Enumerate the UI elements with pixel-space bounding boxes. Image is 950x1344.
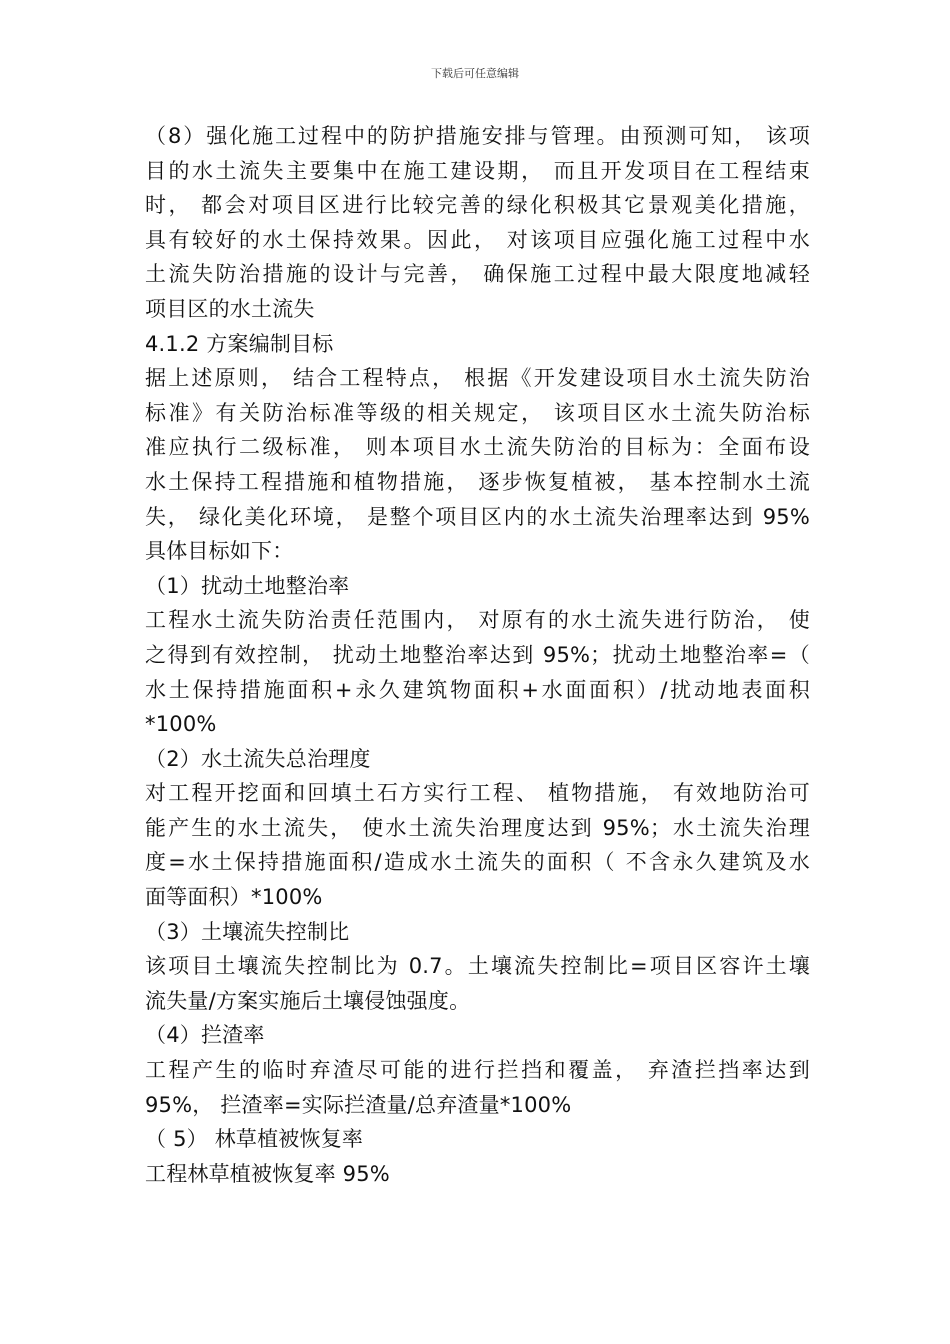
paragraph-line: 时， 都会对项目区进行比较完善的绿化积极其它景观美化措施， [145, 193, 810, 218]
paragraph-line: 度=水土保持措施面积/造成水土流失的面积（ 不含永久建筑及水 [145, 850, 810, 875]
paragraph-line: 标准》有关防治标准等级的相关规定， 该项目区水土流失防治标 [145, 400, 810, 425]
section-heading: 4.1.2 方案编制目标 [145, 331, 334, 356]
paragraph-line: 面等面积）*100% [145, 885, 323, 910]
paragraph-line: 具体目标如下： [145, 539, 294, 564]
paragraph-line: 之得到有效控制， 扰动土地整治率达到 95%；扰动土地整治率=（ [145, 642, 810, 667]
item-heading: （2）水土流失总治理度 [145, 746, 371, 771]
paragraph-line: *100% [145, 712, 217, 737]
paragraph-line: 95%， 拦渣率=实际拦渣量/总弃渣量*100% [145, 1092, 572, 1117]
paragraph-line: 能产生的水土流失， 使水土流失治理度达到 95%；水土流失治理 [145, 815, 810, 840]
item-heading: （3）土壤流失控制比 [145, 919, 350, 944]
item-heading: （ 5） 林草植被恢复率 [145, 1127, 364, 1152]
paragraph-line: 准应执行二级标准， 则本项目水土流失防治的目标为：全面布设 [145, 435, 810, 460]
paragraph-line: 工程产生的临时弃渣尽可能的进行拦挡和覆盖， 弃渣拦挡率达到 [145, 1058, 810, 1083]
paragraph-line: 具有较好的水土保持效果。因此， 对该项目应强化施工过程中水 [145, 227, 810, 252]
paragraph-line: 土流失防治措施的设计与完善， 确保施工过程中最大限度地减轻 [145, 262, 810, 287]
paragraph-line: 据上述原则， 结合工程特点， 根据《开发建设项目水土流失防治 [145, 366, 810, 391]
paragraph-line: （8）强化施工过程中的防护措施安排与管理。由预测可知， 该项 [145, 124, 810, 148]
paragraph-line: 水土保持工程措施和植物措施， 逐步恢复植被， 基本控制水土流 [145, 469, 810, 494]
item-heading: （4）拦渣率 [145, 1023, 265, 1048]
document-body [145, 119, 810, 1191]
paragraph-line: 目的水土流失主要集中在施工建设期， 而且开发项目在工程结束 [145, 158, 810, 183]
paragraph-line: 对工程开挖面和回填土石方实行工程、 植物措施， 有效地防治可 [145, 781, 810, 806]
paragraph-line: 项目区的水土流失 [145, 296, 315, 321]
paragraph-line: 水土保持措施面积+永久建筑物面积+水面面积）/扰动地表面积 [145, 677, 810, 702]
item-heading: （1）扰动土地整治率 [145, 573, 350, 598]
paragraph-line: 失， 绿化美化环境， 是整个项目区内的水土流失治理率达到 95% [145, 504, 810, 529]
paragraph-line: 该项目土壤流失控制比为 0.7。土壤流失控制比=项目区容许土壤 [145, 954, 810, 979]
paragraph-line: 工程林草植被恢复率 95% [145, 1161, 390, 1186]
page-header: 下载后可任意编辑 [431, 67, 519, 80]
paragraph-line: 工程水土流失防治责任范围内， 对原有的水土流失进行防治， 使 [145, 608, 810, 633]
paragraph-line: 流失量/方案实施后土壤侵蚀强度。 [145, 988, 471, 1013]
